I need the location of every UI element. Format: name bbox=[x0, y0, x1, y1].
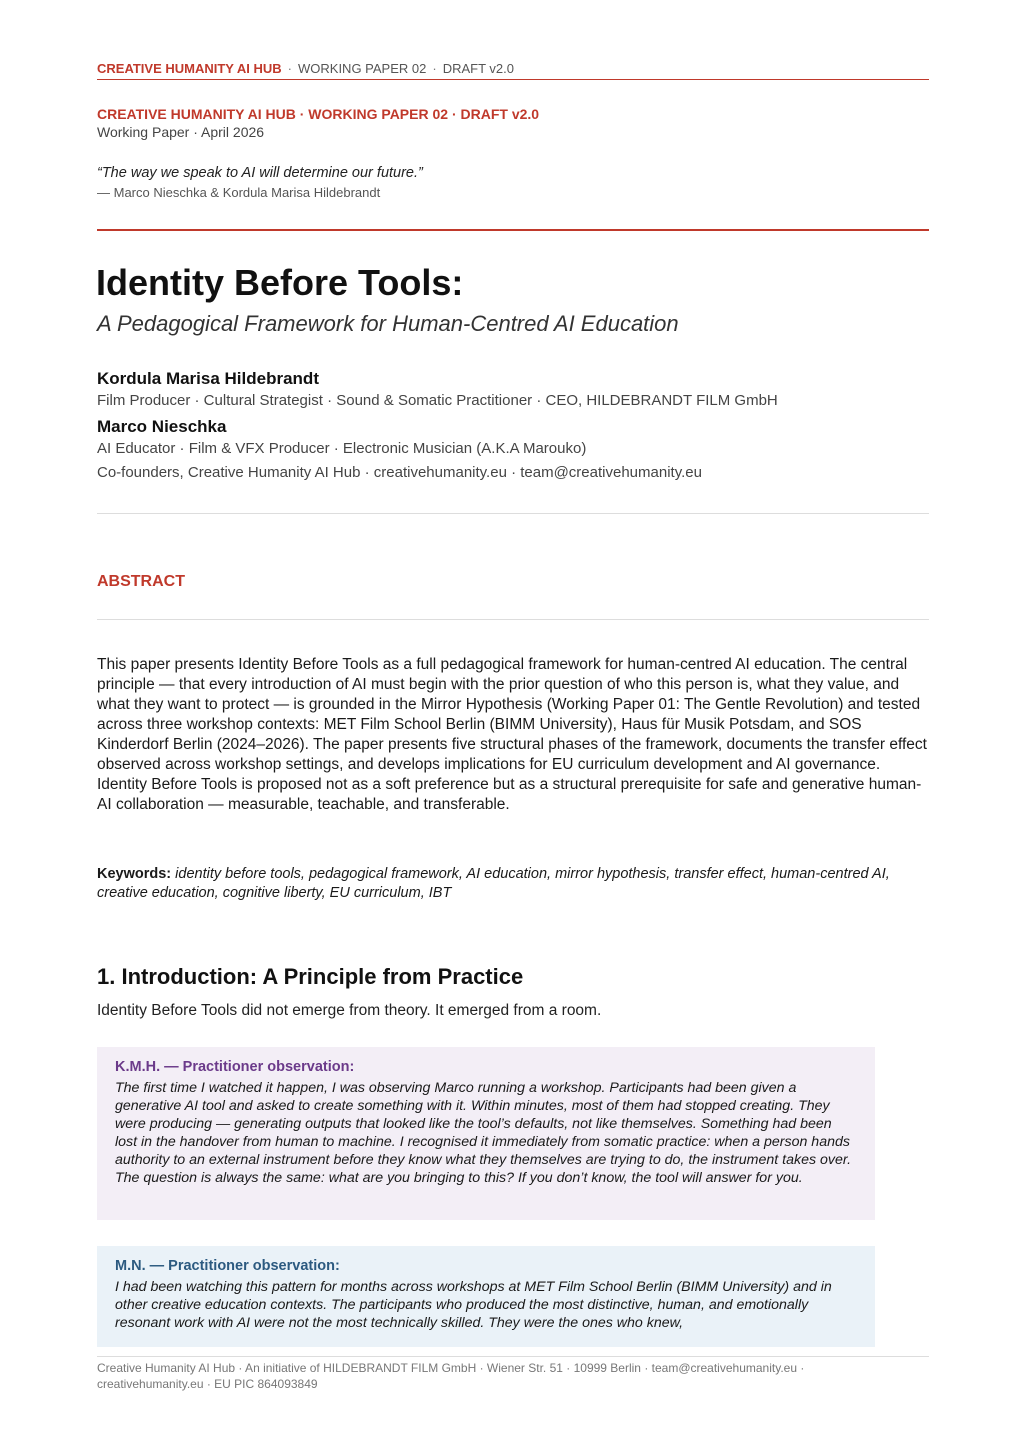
author-affiliation: Co-founders, Creative Humanity AI Hub · creativehumanity.eu · team@creativehumanity.eu bbox=[97, 464, 702, 481]
running-header-separator: · bbox=[432, 61, 437, 76]
running-header-separator: · bbox=[287, 61, 292, 76]
author-name: Kordula Marisa Hildebrandt bbox=[97, 369, 319, 388]
observation-text: The first time I watched it happen, I was observing Marco running a workshop. Participants had been given a generative AI tool and asked to create something with it. Within minutes, most of them had stopped creating. They were producing — generating outputs that looked like the tool’s defaults, not like themselves. Something had been lost in the handover from human to machine. I recognised it immediately from somatic practice: when a person hands authority to an external instrument before they know what they themselves are trying to do, the instrument takes over. The question is always the same: what are you bringing to this? If you don’t know, the tool will answer for you. bbox=[115, 1080, 852, 1186]
running-header-draft: DRAFT v2.0 bbox=[442, 61, 514, 76]
paper-subtitle: A Pedagogical Framework for Human-Centred AI Education bbox=[97, 311, 679, 336]
observation-label: M.N. — Practitioner observation: bbox=[115, 1258, 340, 1274]
keywords-list: identity before tools, pedagogical framework, AI education, mirror hypothesis, transfer effect, human-centred AI, creative education, cognitive liberty, EU curriculum, IBT bbox=[97, 866, 890, 901]
observation-text: I had been watching this pattern for months across workshops at MET Film School Berlin (BIMM University) and in other creative education contexts. The participants who produced the most distinctive, human, and emotionally resonant work with AI were not the most technically skilled. They were the ones who knew, bbox=[115, 1279, 832, 1331]
section-heading: 1. Introduction: A Principle from Practice bbox=[97, 964, 524, 989]
observation-label: K.M.H. — Practitioner observation: bbox=[115, 1059, 355, 1075]
running-header-paper: WORKING PAPER 02 bbox=[298, 61, 427, 76]
author-roles: AI Educator · Film & VFX Producer · Electronic Musician (A.K.A Marouko) bbox=[97, 440, 587, 457]
abstract-heading: ABSTRACT bbox=[97, 573, 185, 590]
running-header bbox=[97, 61, 929, 80]
author-roles: Film Producer · Cultural Strategist · Sound & Somatic Practitioner · CEO, HILDEBRANDT FILM GmbH bbox=[97, 392, 778, 409]
author-name: Marco Nieschka bbox=[97, 417, 227, 436]
running-header-brand: CREATIVE HUMANITY AI HUB bbox=[97, 61, 282, 76]
paper-meta: Working Paper · April 2026 bbox=[97, 124, 265, 140]
paper-title: Identity Before Tools: bbox=[96, 262, 464, 303]
practitioner-observation-kmh bbox=[97, 1047, 875, 1220]
epigraph-attribution: — Marco Nieschka & Kordula Marisa Hildebrandt bbox=[97, 185, 381, 200]
epigraph-quote: “The way we speak to AI will determine our future.” bbox=[97, 165, 423, 181]
keywords-label: Keywords: bbox=[97, 866, 172, 882]
practitioner-observation-mn bbox=[97, 1246, 875, 1347]
divider bbox=[97, 513, 929, 514]
title-divider bbox=[97, 229, 929, 231]
footer-line: creativehumanity.eu · EU PIC 864093849 bbox=[97, 1377, 318, 1391]
abstract-text: This paper presents Identity Before Tools as a full pedagogical framework for human-centred AI education. The central principle — that every introduction of AI must begin with the prior question of who this person is, what they value, and what they want to protect — is grounded in the Mirror Hypothesis (Working Paper 01: The Gentle Revolution) and tested across three workshop contexts: MET Film School Berlin (BIMM University), Haus für Musik Potsdam, and SOS Kinderdorf Berlin (2024–2026). The paper presents five structural phases of the framework, documents the transfer effect observed across workshop settings, and develops implications for EU curriculum development and AI governance. Identity Before Tools is proposed not as a soft preference but as a structural prerequisite for safe and generative human-AI collaboration — measurable, teachable, and transferable. bbox=[97, 656, 927, 813]
page-footer bbox=[97, 1356, 929, 1392]
divider bbox=[97, 619, 929, 620]
section-lead: Identity Before Tools did not emerge from theory. It emerged from a room. bbox=[97, 1002, 602, 1019]
footer-line: Creative Humanity AI Hub · An initiative of HILDEBRANDT FILM GmbH · Wiener Str. 51 · 10999 Berlin · team@creativehumanity.eu · bbox=[97, 1361, 805, 1375]
series-line: CREATIVE HUMANITY AI HUB · WORKING PAPER 02 · DRAFT v2.0 bbox=[97, 106, 540, 122]
keywords bbox=[97, 865, 927, 903]
